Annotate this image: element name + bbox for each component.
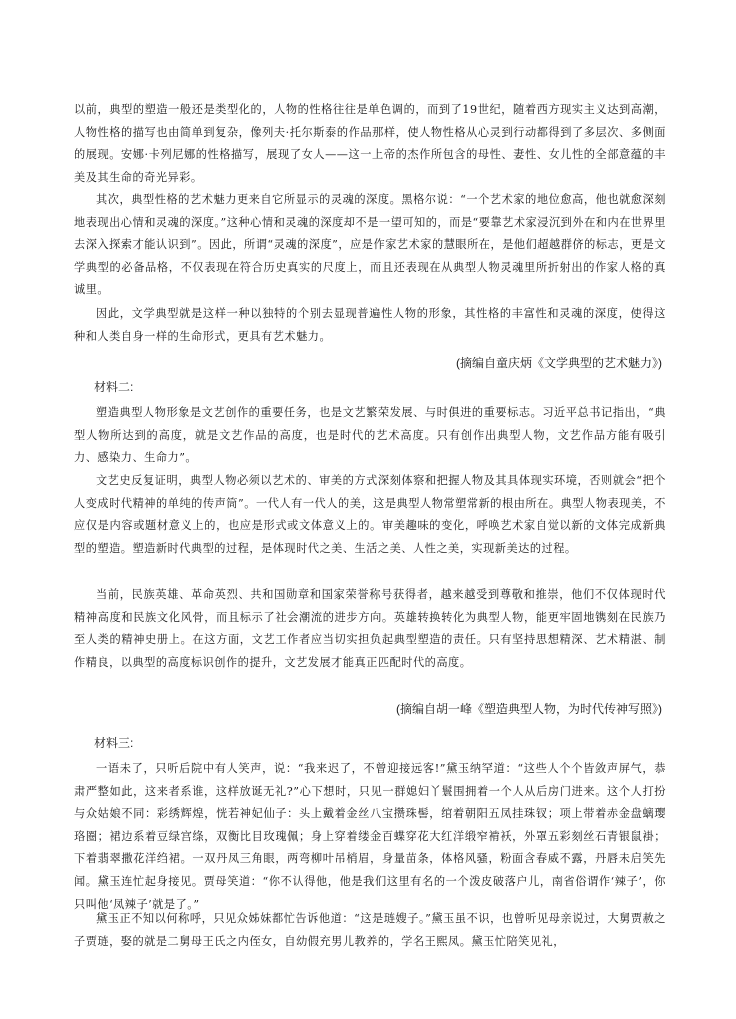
material1-paragraph-2: 其次，典型性格的艺术魅力更来自它所显示的灵魂的深度。黑格尔说：“一个艺术家的地位愈高，他也就愈深刻地表现出心情和灵魂的深度。”这种心情和灵魂的深度却不是一望可知的，而是“要靠艺术家浸沉到外在和内在世界里去深入探索才能认识到”。因此，所谓“灵魂的深度”，应是作家艺术家的慧眼所在，是他们超越群侪的标志，更是文学典型的必备品格，不仅表现在符合历史真实的尺度上，而且还表现在从典型人物灵魂里所折射出的作家人格的真诚里。	[74, 193, 666, 297]
material2-paragraph-1: 塑造典型人物形象是文艺创作的重要任务，也是文艺繁荣发展、与时俱进的重要标志。习近平总书记指出，“典型人物所达到的高度，就是文艺作品的高度，也是时代的艺术高度。只有创作出典型人物，文艺作品方能有吸引力、感染力、生命力”。	[74, 406, 666, 465]
material1-paragraph-1: 以前，典型的塑造一般还是类型化的，人物的性格往往是单色调的，而到了19世纪，随着西方现实主义达到高潮，人物性格的描写也由简单到复杂，像列夫·托尔斯泰的作品那样，使人物性格从心灵到行动都得到了多层次、多侧面的展现。安娜·卡列尼娜的性格描写，展现了女人——这一上帝的杰作所包含的母性、妻性、女儿性的全部意蕴的丰美及其生命的奇光异彩。	[74, 103, 666, 184]
material3-paragraph-1: 一语未了，只听后院中有人笑声，说：“我来迟了，不曾迎接远客!”黛玉纳罕道：“这些人个个皆敛声屏气，恭肃严整如此，这来者系谁，这样放诞无礼?”心下想时，只见一群媳妇丫鬟围拥着一个人从后房门进来。这个人打扮与众姑娘不同：彩绣辉煌，恍若神妃仙子：头上戴着金丝八宝攒珠髻，绾着朝阳五凤挂珠钗；项上带着赤金盘螭璎珞圈；裙边系着豆绿宫绦，双衡比目玫瑰佩；身上穿着缕金百蝶穿花大红洋缎窄褃袄，外罩五彩刻丝石青银鼠褂；下着翡翠撒花洋绉裙。一双丹凤三角眼，两弯柳叶吊梢眉，身量苗条，体格风骚，粉面含春威不露，丹唇未启笑先闻。黛玉连忙起身接见。贾母笑道：“你不认得他，他是我们这里有名的一个泼皮破落户儿，南省俗谓作‘辣子’，你只叫他‘凤辣子’就是了。”	[74, 762, 666, 911]
material3-heading: 材料三:	[94, 736, 134, 750]
material2-paragraph-3: 当前，民族英雄、革命英烈、共和国勋章和国家荣誉称号获得者，越来越受到尊敬和推崇，他们不仅体现时代精神高度和民族文化风骨，而且标示了社会潮流的进步方向。英雄转换转化为典型人物，能更牢固地镌刻在民族乃至人类的精神史册上。在这方面，文艺工作者应当切实担负起典型塑造的责任。只有坚持思想精深、艺术精湛、制作精良，以典型的高度标识创作的提升，文艺发展才能真正匹配时代的高度。	[74, 588, 666, 669]
material3-paragraph-2: 黛玉正不知以何称呼，只见众姊妹都忙告诉他道：“这是琏嫂子。”黛玉虽不识，也曾听见母亲说过，大舅贾赦之子贾琏，娶的就是二舅母王氏之内侄女，自幼假充男儿教养的，学名王熙凤。黛玉忙陪笑见礼，	[74, 912, 666, 948]
material2-source: (摘编自胡一峰《塑造典型人物，为时代传神写照》)	[396, 702, 662, 716]
material1-paragraph-3: 因此，文学典型就是这样一种以独特的个别去显现普遍性人物的形象，其性格的丰富性和灵魂的深度，使得这种和人类自身一样的生命形式，更具有艺术魅力。	[74, 307, 666, 343]
material2-heading: 材料二:	[94, 380, 134, 394]
material1-source: (摘编自童庆炳《文学典型的艺术魅力》)	[456, 356, 662, 370]
material2-paragraph-2: 文艺史反复证明，典型人物必须以艺术的、审美的方式深刻体察和把握人物及其具体现实环境，否则就会“把个人变成时代精神的单纯的传声筒”。一代人有一代人的美，这是典型人物常塑常新的根由所在。典型人物表现美，不应仅是内容或题材意义上的，也应是形式或文体意义上的。审美趣味的变化，呼唤艺术家自觉以新的文体完成新典型的塑造。塑造新时代典型的过程，是体现时代之美、生活之美、人性之美，实现新美达的过程。	[74, 474, 666, 555]
